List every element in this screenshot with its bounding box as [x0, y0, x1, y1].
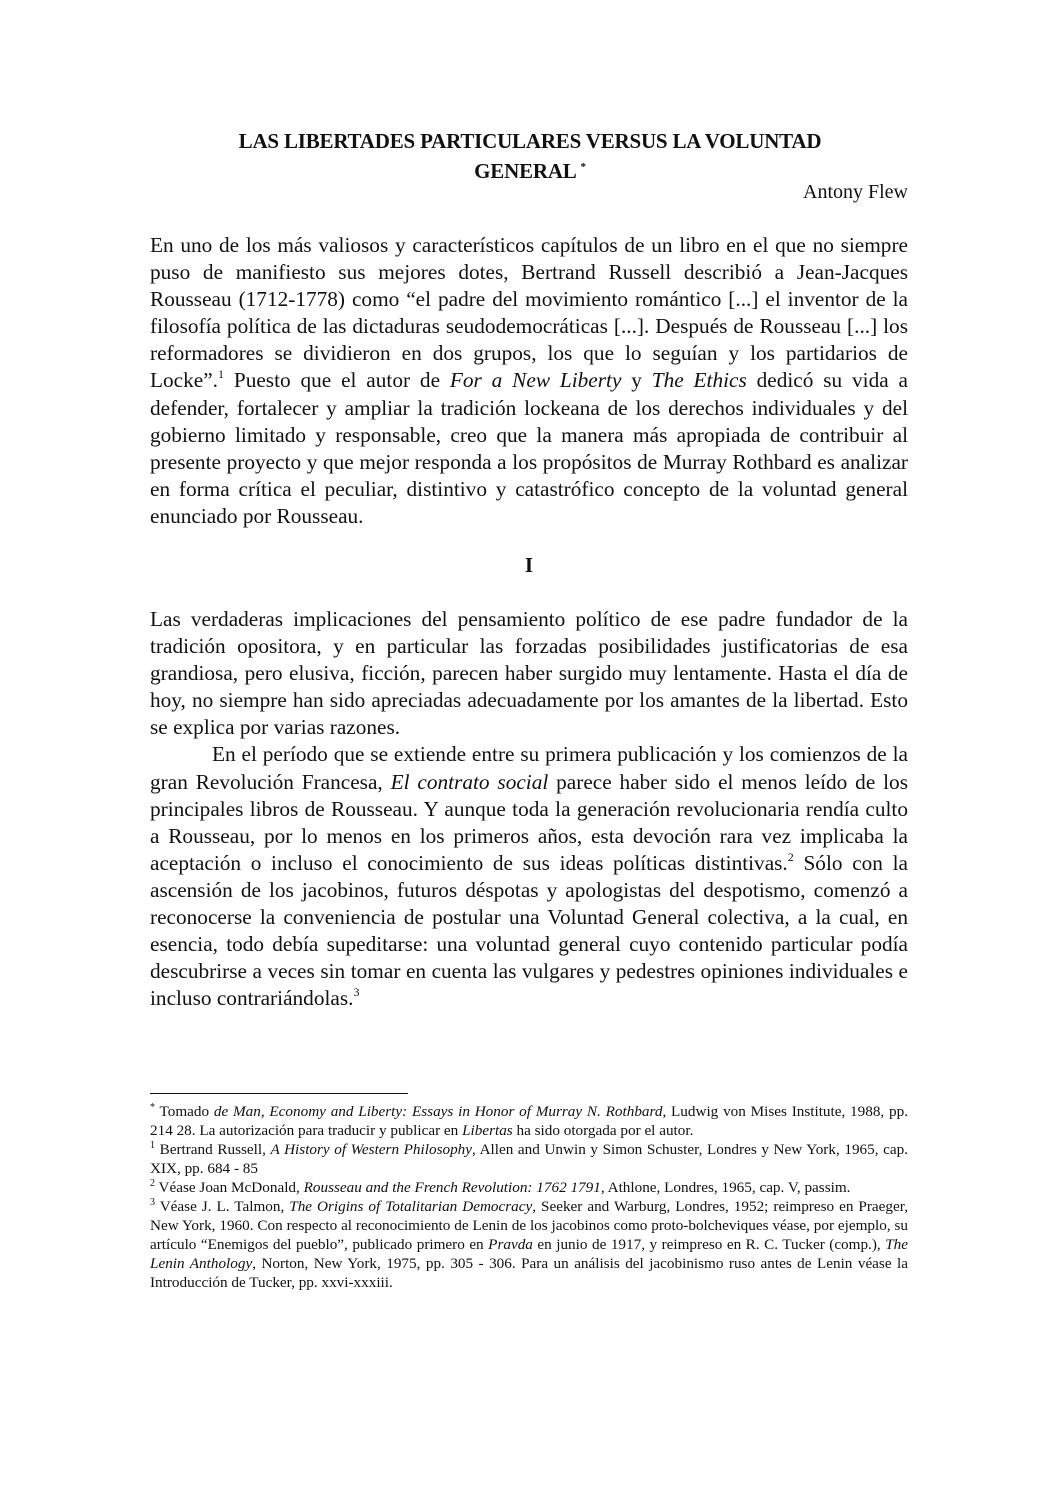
text-run: , Allen and Unwin y Simon Schuster, Londres y New York, 1965, cap. XIX, pp. 684 - 85	[150, 1141, 909, 1177]
text-run: en junio de 1917, y reimpreso en R. C. Tucker (comp.),	[532, 1236, 886, 1253]
text-run: Véase Joan McDonald,	[155, 1179, 304, 1196]
text-run: parece haber sido el menos leído de los principales libros de Rousseau. Y aunque toda la generación revolucionaria rendía culto a Rousseau, por lo menos en los primeros años, esta devoción rara vez implicaba la aceptación o incluso el conocimiento de sus ideas políticas distintivas.	[150, 769, 908, 875]
book-title: El contrato social	[390, 769, 549, 794]
footnote-marker: 3	[150, 1197, 155, 1208]
text-run: Puesto que el autor de	[224, 368, 450, 393]
footnote-1	[150, 1140, 908, 1178]
text-run: , Ludwig von Mises Institute, 1988, pp. 214 28. La autorización para traducir y publicar en	[150, 1103, 908, 1139]
title-line-2-text: GENERAL	[474, 159, 576, 183]
text-run: Bertrand Russell,	[155, 1141, 271, 1158]
text-run: y	[621, 368, 652, 393]
author-name: Antony Flew	[803, 181, 908, 203]
intro-paragraph	[150, 232, 908, 530]
book-title: The Origins of Totalitarian Democracy	[289, 1198, 533, 1215]
text-run: En uno de los más valiosos y característicos capítulos de un libro en el que no siempre puso de manifiesto sus mejores dotes, Bertrand Russell describió a Jean-Jacques Rousseau (1712-1778) como “el padre del movimiento romántico [...] el inventor de la filosofía política de las dictaduras seudodemocráticas [...]. Después de Rousseau [...] los reformadores se dividieron en dos grupos, los que lo seguían y los partidarios de Locke”.	[150, 233, 908, 393]
text-run: , Athlone, Londres, 1965, cap. V, passim.	[600, 1179, 851, 1196]
book-title: The Ethics	[651, 368, 747, 393]
title-line-2	[150, 154, 910, 184]
text-run: Tomado	[155, 1103, 214, 1120]
document-title	[150, 128, 910, 184]
footnote-marker: *	[150, 1102, 155, 1113]
footnote-ref-1[interactable]: 1	[218, 367, 224, 382]
footnote-marker: 1	[150, 1140, 155, 1151]
journal-title: Libertas	[462, 1122, 513, 1139]
footnote-2	[150, 1178, 908, 1197]
paragraph	[150, 741, 908, 1012]
text-run: Véase J. L. Talmon,	[155, 1198, 290, 1215]
text-run: ha sido otorgada por el autor.	[512, 1122, 694, 1139]
book-title: The Lenin Anthology	[150, 1236, 908, 1272]
footnote-ref-3[interactable]: 3	[353, 985, 360, 1000]
text-run: , Norton, New York, 1975, pp. 305 - 306. Para un análisis del jacobinismo ruso antes de Lenin véase la Introducción de Tucker, pp. xxvi-xxxiii.	[150, 1255, 908, 1291]
footnotes	[150, 1102, 908, 1292]
title-line-1: LAS LIBERTADES PARTICULARES VERSUS LA VOLUNTAD	[238, 129, 822, 153]
book-title: de Man, Economy and Liberty: Essays in Honor of Murray N. Rothbard	[213, 1103, 663, 1120]
footnote-star	[150, 1102, 908, 1140]
book-title: Rousseau and the French Revolution: 1762 1791	[303, 1179, 601, 1196]
title-footnote-marker[interactable]: *	[580, 161, 586, 173]
footnote-marker: 2	[150, 1178, 155, 1189]
section-heading: I	[524, 553, 534, 577]
text-run: En el período que se extiende entre su primera publicación y los comienzos de la gran Revolución Francesa,	[150, 742, 908, 794]
footnote-ref-2[interactable]: 2	[787, 849, 794, 864]
section-body	[150, 606, 908, 1012]
footnote-separator	[150, 1093, 408, 1094]
text-run: , Seeker and Warburg, Londres, 1952; reimpreso en Praeger, New York, 1960. Con respecto al reconocimiento de Lenin de los jacobinos como proto-bolcheviques véase, por ejemplo, su artículo “Enemigos del pueblo”, publicado primero en	[150, 1198, 908, 1253]
book-title: For a New Liberty	[449, 368, 622, 393]
journal-title: Pravda	[488, 1236, 533, 1253]
text-run: dedicó su vida a defender, fortalecer y ampliar la tradición lockeana de los derechos individuales y del gobierno limitado y responsable, creo que la manera más apropiada de contribuir al presente proyecto y que mejor responda a los propósitos de Murray Rothbard es analizar en forma crítica el peculiar, distintivo y catastrófico concepto de la voluntad general enunciado por Rousseau.	[150, 368, 908, 528]
text-run: Sólo con la ascensión de los jacobinos, futuros déspotas y apologistas del despotismo, comenzó a reconocerse la conveniencia de postular una Voluntad General colectiva, a la cual, en esencia, todo debía supeditarse: una voluntad general cuyo contenido particular podía descubrirse a veces sin tomar en cuenta las vulgares y pedestres opiniones individuales e incluso contrariándolas.	[150, 850, 908, 1011]
footnote-3	[150, 1197, 908, 1292]
book-title: A History of Western Philosophy	[270, 1141, 472, 1158]
paragraph: Las verdaderas implicaciones del pensamiento político de ese padre fundador de la tradición opositora, y en particular las forzadas posibilidades justificatorias de esa grandiosa, pero elusiva, ficción, parecen haber surgido muy lentamente. Hasta el día de hoy, no siempre han sido apreciadas adecuadamente por los amantes de la libertad. Esto se explica por varias razones.	[150, 607, 908, 740]
